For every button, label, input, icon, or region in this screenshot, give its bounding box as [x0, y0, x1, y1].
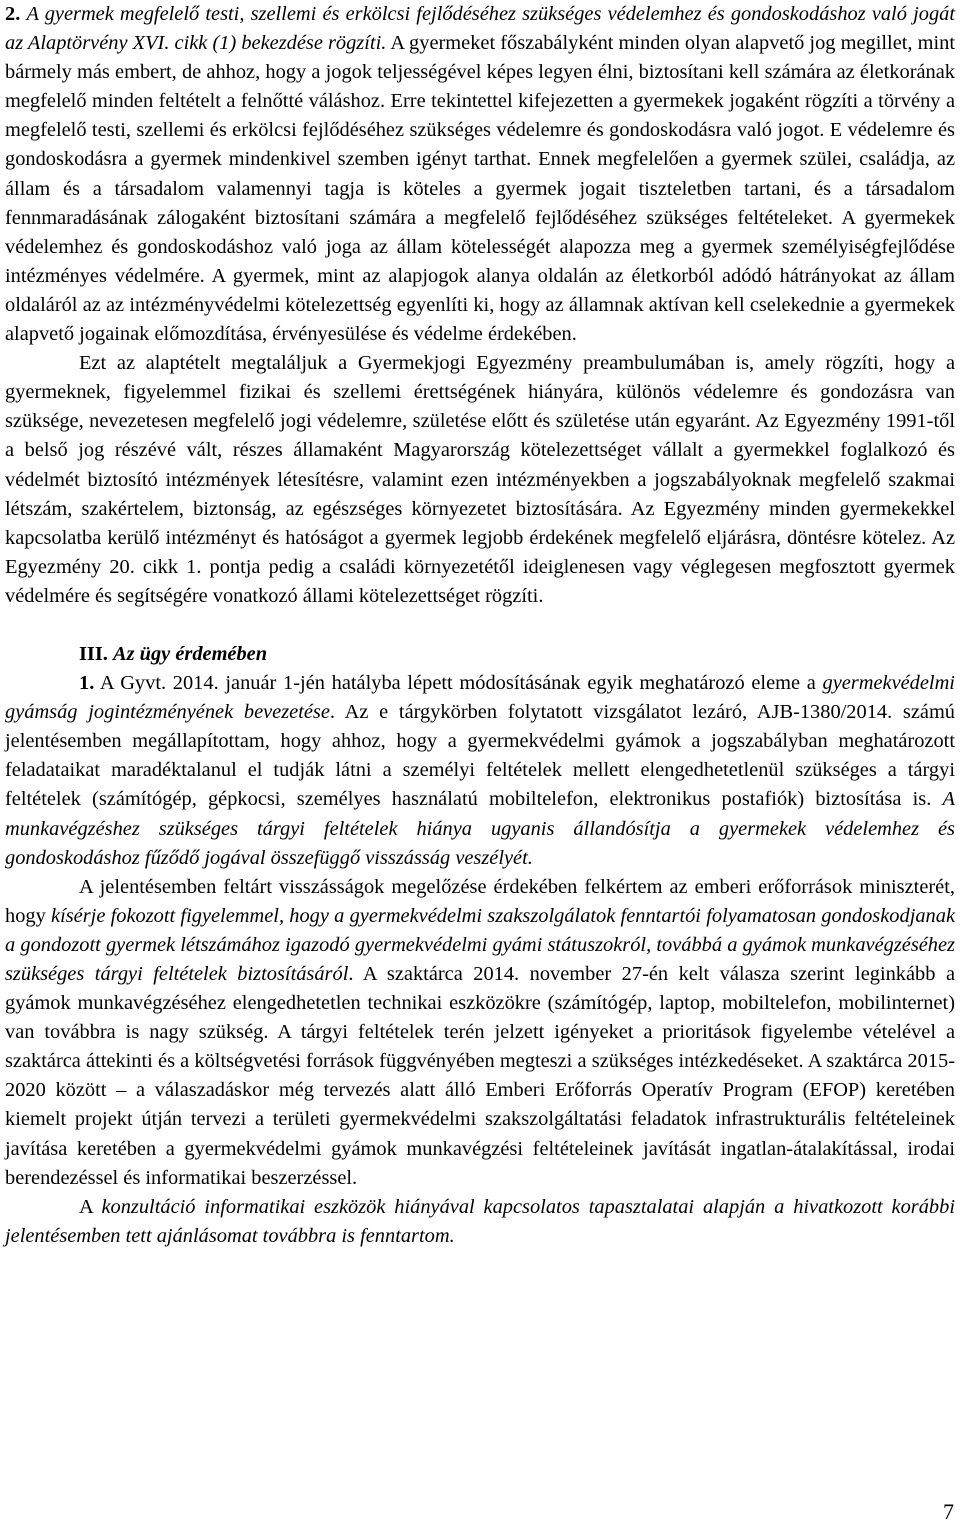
- paragraph-4: [5, 873, 955, 1193]
- page-number: 7: [943, 1499, 954, 1524]
- spacer: [5, 611, 955, 640]
- paragraph-3-number: 1.: [79, 672, 95, 695]
- paragraph-1-number: 2.: [5, 3, 21, 25]
- paragraph-3-italic-a: gyermekvédelmi gyámság jogintézményének bevezetése: [5, 672, 955, 724]
- section-heading-title: Az ügy érdemében: [113, 642, 268, 665]
- paragraph-1-italic-lead: A gyermek megfelelő testi, szellemi és erkölcsi fejlődéséhez szükséges védelemhez és gondoskodáshoz való jogát az Alaptörvény XVI. cikk (1) bekezdése rögzíti.: [5, 3, 955, 55]
- paragraph-5: [5, 1193, 955, 1251]
- section-heading: [5, 640, 955, 669]
- paragraph-2-text: Ezt az alaptételt megtaláljuk a Gyermekjogi Egyezmény preambulumában is, amely rögzíti, hogy a gyermeknek, figyelemmel fizikai és szellemi érettségének hiányára, különös védelemre és gondozásra van szüksége, nevezetesen megfelelő jogi védelemre, születése előtt és születése után egyaránt. Az Egyezmény 1991-től a belső jog részévé vált, részes államaként Magyarország kötelezettséget vállalt a gyermekkel foglalkozó és védelmét biztosító intézmények létesítésre, valamint ezen intézményekben a jogszabályoknak megfelelő szakmai létszám, szakértelem, biztonság, az egészséges környezetet biztosítására. Az Egyezmény minden gyermekekkel kapcsolatba kerülő intézményt és hatóságot a gyermek legjobb érdekének megfelelő eljárásra, döntésre kötelez. Az Egyezmény 20. cikk 1. pontja pedig a családi környezetétől ideiglenesen vagy véglegesen megfosztott gyermek védelmére és segítségére vonatkozó állami kötelezettséget rögzíti.: [5, 352, 955, 607]
- document-page: [5, 0, 955, 1251]
- paragraph-4-text-a: A jelentésemben feltárt visszásságok megelőzése érdekében felkértem az emberi erőforrások miniszterét, hogy: [5, 875, 955, 927]
- paragraph-3: [5, 669, 955, 873]
- paragraph-3-text-b: . Az e tárgykörben folytatott vizsgálatot lezáró, AJB-1380/2014. számú jelentésemben megállapítottam, hogy ahhoz, hogy a gyermekvédelmi gyámok a jogszabályban meghatározott feladataikat maradéktalanul el tudják látni a személyi feltételek mellett elengedhetetlenül szükséges a tárgyi feltételek (számítógép, gépkocsi, személyes használatú mobiltelefon, elektronikus postafiók) biztosítása is.: [5, 701, 956, 811]
- section-heading-number: III.: [79, 642, 108, 665]
- paragraph-4-italic-a: kísérje fokozott figyelemmel, hogy a gyermekvédelmi szakszolgálatok fenntartói folyamatosan gondoskodjanak a gondozott gyermek létszámához igazodó gyermekvédelmi gyámi státuszokról, továbbá a gyámok munkavégzéséhez szükséges tárgyi feltételek biztosításáról: [5, 904, 955, 985]
- paragraph-4-text-b: . A szaktárca 2014. november 27-én kelt válasza szerint leginkább a gyámok munkavégzéséhez elengedhetetlen technikai eszközökre (számítógép, laptop, mobiltelefon, mobilinternet) van továbbra is nagy szükség. A tárgyi feltételek terén jelzett igényeket a prioritások figyelembe vételével a szaktárca áttekinti és a költségvetési források függvényében megteszi a szükséges intézkedéseket. A szaktárca 2015-2020 között – a válaszadáskor még tervezés alatt álló Emberi Erőforrás Operatív Program (EFOP) keretében kiemelt projekt útján tervezi a területi gyermekvédelmi szakszolgáltatási feladatok infrastrukturális feltételeinek javítása keretében a gyermekvédelmi gyámok munkavégzési feltételeinek javítását ingatlan-átalakítással, irodai berendezéssel és informatikai beszerzéssel.: [5, 963, 955, 1189]
- paragraph-3-italic-b: A munkavégzéshez szükséges tárgyi feltételek hiánya ugyanis állandósítja a gyermekek védelemhez és gondoskodáshoz fűződő jogával összefüggő visszásság veszélyét.: [5, 788, 955, 869]
- paragraph-1: [5, 0, 955, 349]
- paragraph-3-text-a: A Gyvt. 2014. január 1-jén hatályba lépett módosításának egyik meghatározó eleme a: [99, 672, 816, 695]
- paragraph-5-italic-a: konzultáció informatikai eszközök hiányával kapcsolatos tapasztalatai alapján a hivatkozott korábbi jelentésemben tett ajánlásomat továbbra is fenntartom.: [5, 1195, 955, 1247]
- paragraph-2: [5, 349, 955, 611]
- paragraph-5-text-a: A: [79, 1195, 93, 1218]
- paragraph-1-text: A gyermeket főszabályként minden olyan alapvető jog megillet, mint bármely más embert, de ahhoz, hogy a jogok teljességével képes legyen élni, biztosítani kell számára az életkorának megfelelő minden feltételt a felnőtté váláshoz. Erre tekintettel kifejezetten a gyermekek jogaként rögzíti a törvény a megfelelő testi, szellemi és erkölcsi fejlődéséhez szükséges védelemre és gondoskodásra való jogot. E védelemre és gondoskodásra a gyermek mindenkivel szemben igényt tarthat. Ennek megfelelően a gyermek szülei, családja, az állam és a társadalom valamennyi tagja is köteles a gyermek jogait tiszteletben tartani, és a társadalom fennmaradásának zálogaként biztosítani számára a megfelelő fejlődéséhez szükséges feltételeket. A gyermekek védelemhez és gondoskodáshoz való joga az állam kötelességét alapozza meg a gyermek személyiségfejlődése intézményes védelmére. A gyermek, mint az alapjogok alanya oldalán az életkorból adódó hátrányokat az állam oldaláról az az intézményvédelmi kötelezettség egyenlíti ki, hogy az államnak aktívan kell cselekednie a gyermekek alapvető jogainak előmozdítása, érvényesülése és védelme érdekében.: [5, 32, 955, 346]
